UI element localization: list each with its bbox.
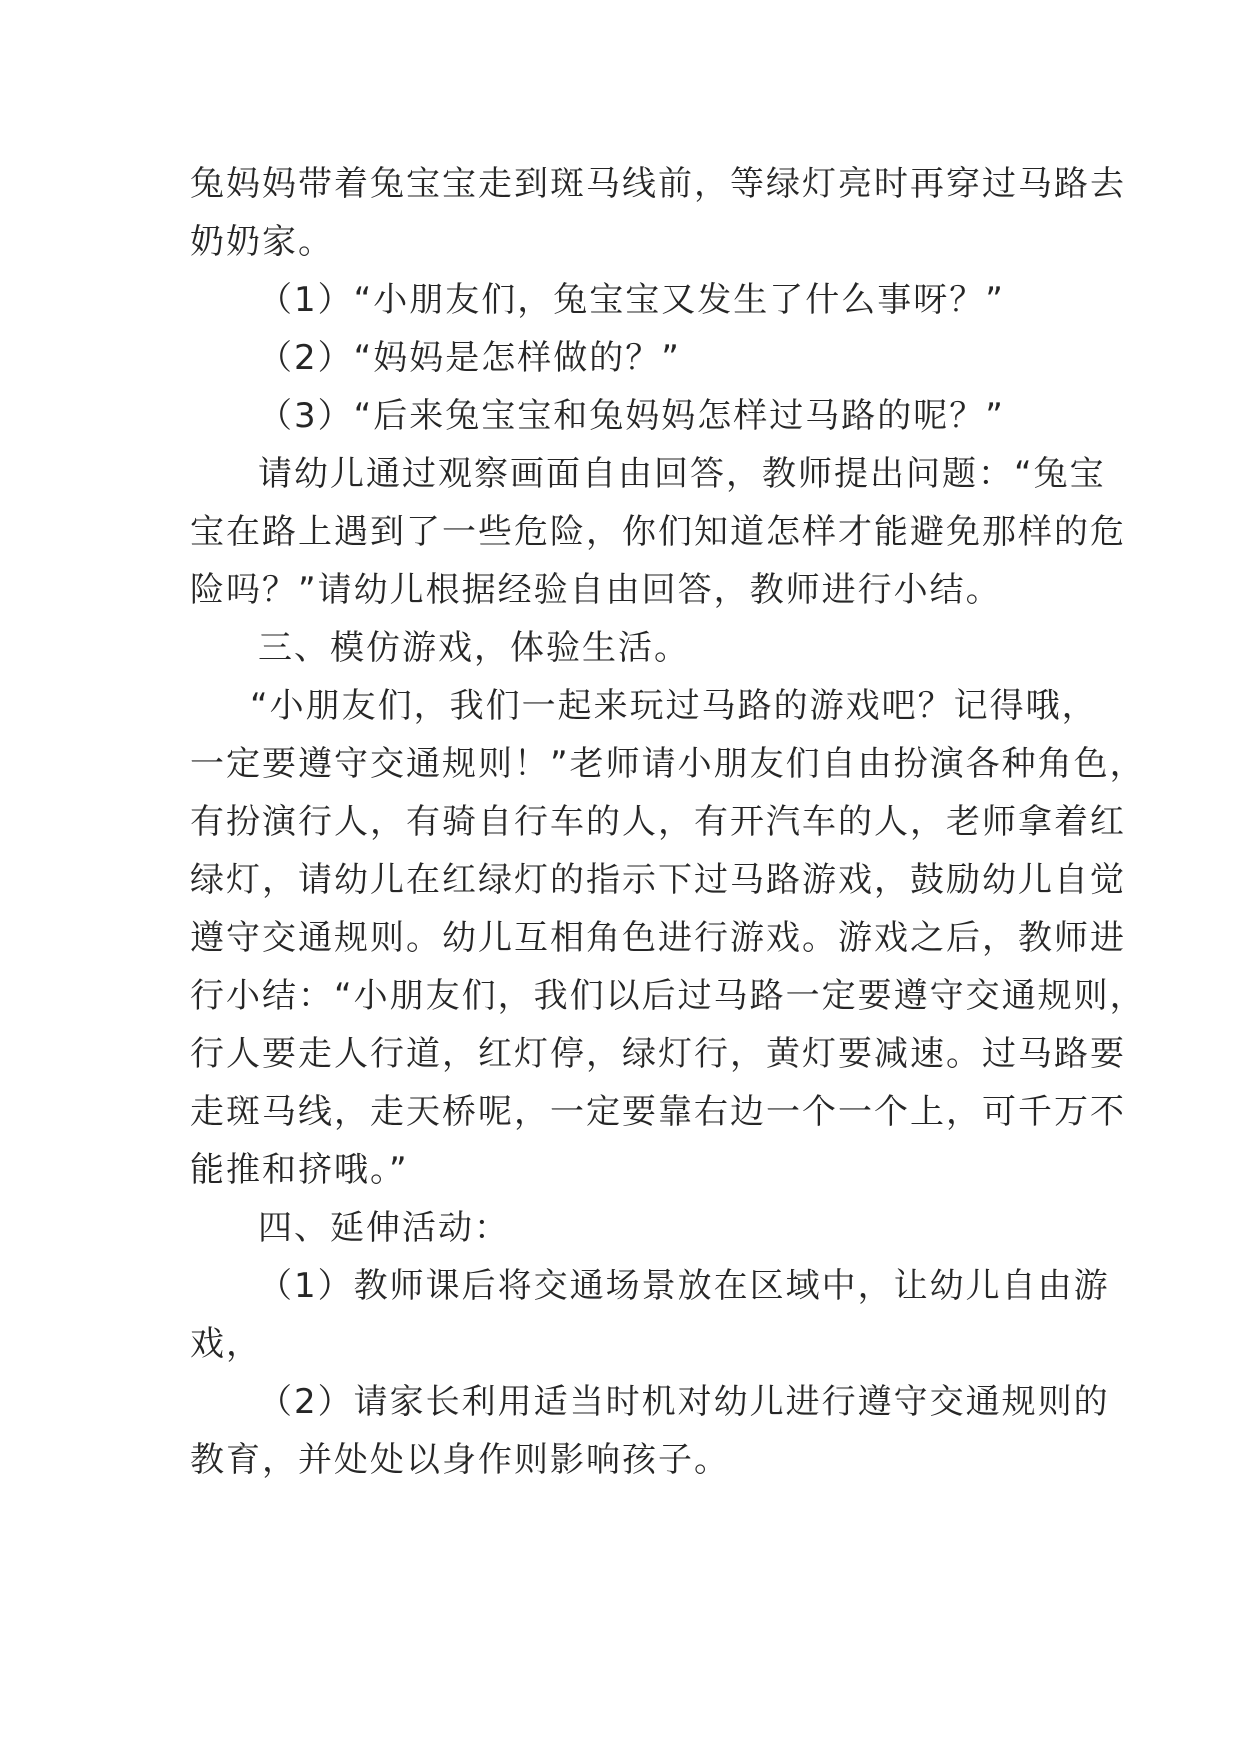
section-heading: 三、模仿游戏，体验生活。 <box>258 628 690 668</box>
question-item: （2）“妈妈是怎样做的？” <box>258 338 681 378</box>
extension-item: （2）请家长利用适当时机对幼儿进行遵守交通规则的 <box>258 1382 1110 1422</box>
paragraph-line: 行人要走人行道，红灯停，绿灯行，黄灯要减速。过马路要 <box>190 1034 1126 1074</box>
paragraph-line: 教育，并处处以身作则影响孩子。 <box>190 1440 730 1480</box>
paragraph-line: 险吗？”请幼儿根据经验自由回答，教师进行小结。 <box>190 570 1002 610</box>
paragraph-line: 一定要遵守交通规则！”老师请小朋友们自由扮演各种角色， <box>190 744 1146 784</box>
paragraph-line: 奶奶家。 <box>190 222 334 262</box>
paragraph-line: 绿灯，请幼儿在红绿灯的指示下过马路游戏，鼓励幼儿自觉 <box>190 860 1126 900</box>
paragraph-line: 戏， <box>190 1324 262 1364</box>
extension-item: （1）教师课后将交通场景放在区域中，让幼儿自由游 <box>258 1266 1110 1306</box>
paragraph-line: 兔妈妈带着兔宝宝走到斑马线前，等绿灯亮时再穿过马路去 <box>190 164 1126 204</box>
paragraph-line: 有扮演行人，有骑自行车的人，有开汽车的人，老师拿着红 <box>190 802 1126 842</box>
paragraph-line: 宝在路上遇到了一些危险，你们知道怎样才能避免那样的危 <box>190 512 1126 552</box>
paragraph-line: 请幼儿通过观察画面自由回答，教师提出问题：“兔宝 <box>258 454 1106 494</box>
paragraph-line: 走斑马线，走天桥呢，一定要靠右边一个一个上，可千万不 <box>190 1092 1126 1132</box>
paragraph-line: “小朋友们，我们一起来玩过马路的游戏吧？记得哦， <box>250 686 1098 726</box>
paragraph-line: 遵守交通规则。幼儿互相角色进行游戏。游戏之后，教师进 <box>190 918 1126 958</box>
section-heading: 四、延伸活动： <box>258 1208 510 1248</box>
paragraph-line: 能推和挤哦。” <box>190 1150 409 1190</box>
paragraph-line: 行小结：“小朋友们，我们以后过马路一定要遵守交通规则， <box>190 976 1146 1016</box>
document-body <box>190 155 1146 1489</box>
question-item: （3）“后来兔宝宝和兔妈妈怎样过马路的呢？” <box>258 396 1005 436</box>
question-item: （1）“小朋友们，兔宝宝又发生了什么事呀？” <box>258 280 1005 320</box>
